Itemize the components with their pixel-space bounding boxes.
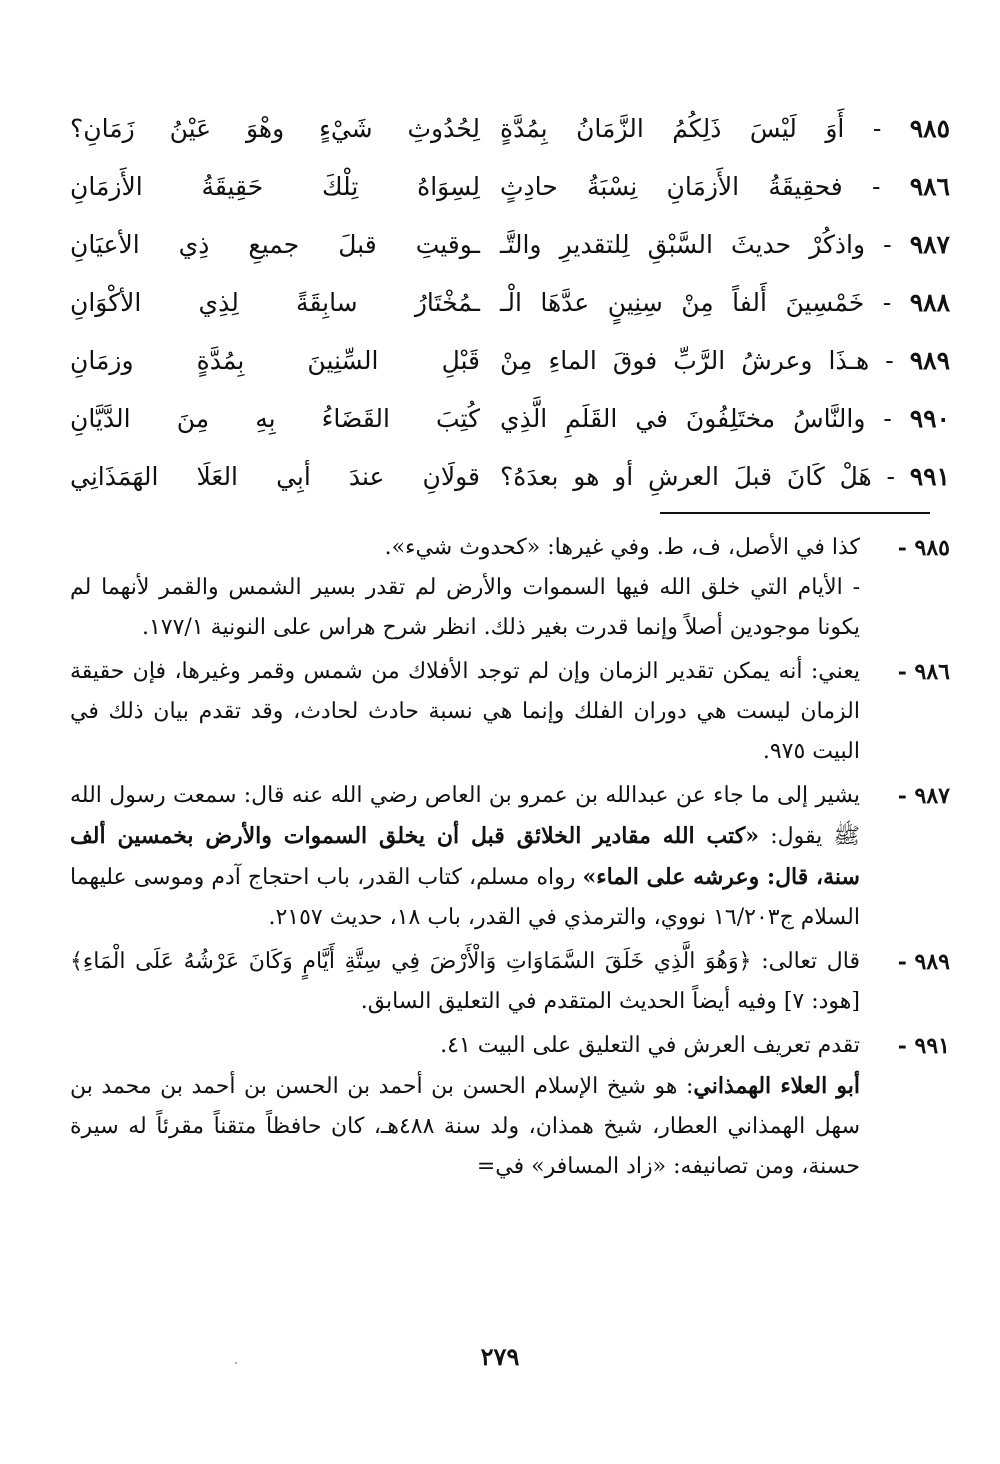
verse-number: ٩٨٩ bbox=[909, 346, 951, 375]
biography-name: أبو العلاء الهمذاني bbox=[693, 1073, 860, 1099]
verse-first-hemistich: ٩٨٨ - خَمْسِينَ أَلفاً مِنْ سِنِينٍ عدَّهَا الْـ bbox=[500, 288, 951, 317]
verse-first-hemistich: ٩٨٩ - هـذَا وعرشُ الرَّبِّ فوقَ الماءِ مِنْ bbox=[500, 346, 951, 375]
verse-second-hemistich: لِسِوَاهُ تِلْكَ حَقِيقَةُ الأَزمَانِ bbox=[70, 172, 480, 201]
verse-line bbox=[70, 390, 950, 448]
verse-first-text: أَوَ لَيْسَ ذَلِكُمُ الزَّمَانُ بِمُدَّةٍ bbox=[500, 114, 845, 143]
footnote-paragraph: كذا في الأصل، ف، ط. وفي غيرها: «كحدوث شيء». bbox=[384, 535, 860, 560]
verse-first-text: هَلْ كَانَ قبلَ العرشِ أو هو بعدَهُ؟ bbox=[500, 462, 872, 491]
verse-second-hemistich: قولَانِ عندَ أبِي العَلَا الهَمَذَانِي bbox=[70, 462, 480, 491]
verse-second-hemistich: ـوقيتِ قبلَ جميعِ ذِي الأعيَانِ bbox=[70, 230, 480, 259]
footnote-number: ٩٨٧ - bbox=[897, 783, 950, 809]
footnote-number: ٩٨٦ - bbox=[897, 659, 950, 685]
verse-number: ٩٨٨ bbox=[909, 288, 951, 317]
footnote bbox=[70, 942, 950, 1022]
verse-first-text: والنَّاسُ مختَلِفُونَ في القَلَمِ الَّذِي bbox=[500, 404, 866, 433]
page-number: ٢٧٩ bbox=[480, 1342, 520, 1371]
footnote-number: ٩٨٥ - bbox=[897, 535, 950, 561]
verse-first-hemistich: ٩٩٠ - والنَّاسُ مختَلِفُونَ في القَلَمِ الَّذِي bbox=[500, 404, 950, 433]
verse-line bbox=[70, 158, 950, 216]
verse-second-hemistich: ـمُخْتَارُ سابِقَةً لِذِي الأكْوَانِ bbox=[70, 288, 480, 317]
footnote-paragraph: قال تعالى: ﴿وَهُوَ الَّذِي خَلَقَ السَّمَاوَاتِ وَالْأَرْضَ فِي سِتَّةِ أَيَّامٍ وَكَانَ عَرْشُهُ عَلَى الْمَاءِ﴾ [هود: ٧] وفيه أيضاً الحديث المتقدم في التعليق السابق. bbox=[70, 949, 860, 1014]
footnote-paragraph bbox=[70, 776, 860, 938]
footnote bbox=[70, 776, 950, 938]
verse-line bbox=[70, 216, 950, 274]
footnote-paragraph: تقدم تعريف العرش في التعليق على البيت ٤١. bbox=[440, 1033, 860, 1058]
verse-first-hemistich: ٩٩١ - هَلْ كَانَ قبلَ العرشِ أو هو بعدَهُ؟ bbox=[500, 462, 950, 491]
verse-number: ٩٩٠ bbox=[909, 404, 950, 433]
poem-verses bbox=[70, 100, 950, 506]
verse-line bbox=[70, 274, 950, 332]
footnote-separator bbox=[660, 512, 930, 514]
verse-first-text: واذكُرْ حديثَ السَّبْقِ لِلتقديرِ والتَّـ bbox=[500, 230, 866, 259]
verse-first-hemistich: ٩٨٦ - فحقِيقَةُ الأَزمَانِ نِسْبَةُ حادِثٍ bbox=[500, 172, 950, 201]
footnote-number: ٩٨٩ - bbox=[897, 949, 950, 975]
footnote-text: رواه مسلم، كتاب القدر، باب احتجاج آدم وموسى عليهما السلام ج١٦/٢٠٣ نووي، والترمذي في القدر، باب ١٨، حديث ٢١٥٧. bbox=[70, 865, 860, 930]
footnote-number: ٩٩١ - bbox=[897, 1033, 950, 1059]
verse-number: ٩٨٥ bbox=[909, 114, 951, 143]
footnote bbox=[70, 652, 950, 772]
verse-second-hemistich: كُتِبَ القَضَاءُ بِهِ مِنَ الدَّيَّانِ bbox=[70, 404, 480, 433]
verse-first-text: فحقِيقَةُ الأَزمَانِ نِسْبَةُ حادِثٍ bbox=[500, 172, 843, 201]
verse-first-hemistich: ٩٨٥ - أَوَ لَيْسَ ذَلِكُمُ الزَّمَانُ بِمُدَّةٍ bbox=[500, 114, 951, 143]
scan-speck bbox=[235, 1362, 237, 1364]
footnotes bbox=[70, 528, 950, 1191]
verse-first-text: هـذَا وعرشُ الرَّبِّ فوقَ الماءِ مِنْ bbox=[500, 346, 870, 375]
verse-first-text: خَمْسِينَ أَلفاً مِنْ سِنِينٍ عدَّهَا الْـ bbox=[500, 288, 865, 317]
footnote-paragraph: يعني: أنه يمكن تقدير الزمان وإن لم توجد الأفلاك من شمس وقمر وغيرها، فإن حقيقة الزمان ليست هي دوران الفلك وإنما هي نسبة حادث لحادث، وقد تقدم بيان ذلك في البيت ٩٧٥. bbox=[70, 659, 860, 764]
hadith-quote: «كتب الله مقادير الخلائق قبل أن يخلق السموات والأرض بخمسين ألف سنة، قال: وعرشه على الماء» bbox=[70, 823, 860, 890]
verse-line bbox=[70, 332, 950, 390]
footnote-text: : هو شيخ الإسلام الحسن بن أحمد بن الحسن بن أحمد بن محمد بن سهل الهمذاني العطار، شيخ همذان، ولد سنة ٤٨٨هـ، كان حافظاً متقناً مقرئاً له سيرة حسنة، ومن تصانيفه: «زاد المسافر» في= bbox=[70, 1074, 861, 1179]
verse-first-hemistich: ٩٨٧ - واذكُرْ حديثَ السَّبْقِ لِلتقديرِ والتَّـ bbox=[500, 230, 950, 259]
verse-second-hemistich: قَبْلِ السِّنِينَ بِمُدَّةٍ وزمَانِ bbox=[70, 346, 480, 375]
footnote bbox=[70, 1026, 950, 1187]
footnote-paragraph: - الأيام التي خلق الله فيها السموات والأرض لم تقدر بسير الشمس والقمر لأنهما لم يكونا موجودين أصلاً وإنما قدرت بغير ذلك. انظر شرح هراس على النونية ١٧٧/١. bbox=[70, 575, 860, 640]
verse-number: ٩٩١ bbox=[909, 462, 950, 491]
footnote-paragraph bbox=[70, 1066, 860, 1187]
verse-number: ٩٨٦ bbox=[909, 172, 950, 201]
verse-second-hemistich: لِحُدُوثِ شَيْءٍ وهْوَ عَيْنُ زَمَانِ؟ bbox=[70, 114, 480, 143]
verse-number: ٩٨٧ bbox=[909, 230, 950, 259]
verse-line bbox=[70, 448, 950, 506]
verse-line bbox=[70, 100, 950, 158]
footnote bbox=[70, 528, 950, 648]
footnote-text: يشير إلى ما جاء عن عبدالله بن عمرو بن العاص رضي الله عنه قال: سمعت رسول الله ﷺ يقول: bbox=[70, 783, 861, 849]
